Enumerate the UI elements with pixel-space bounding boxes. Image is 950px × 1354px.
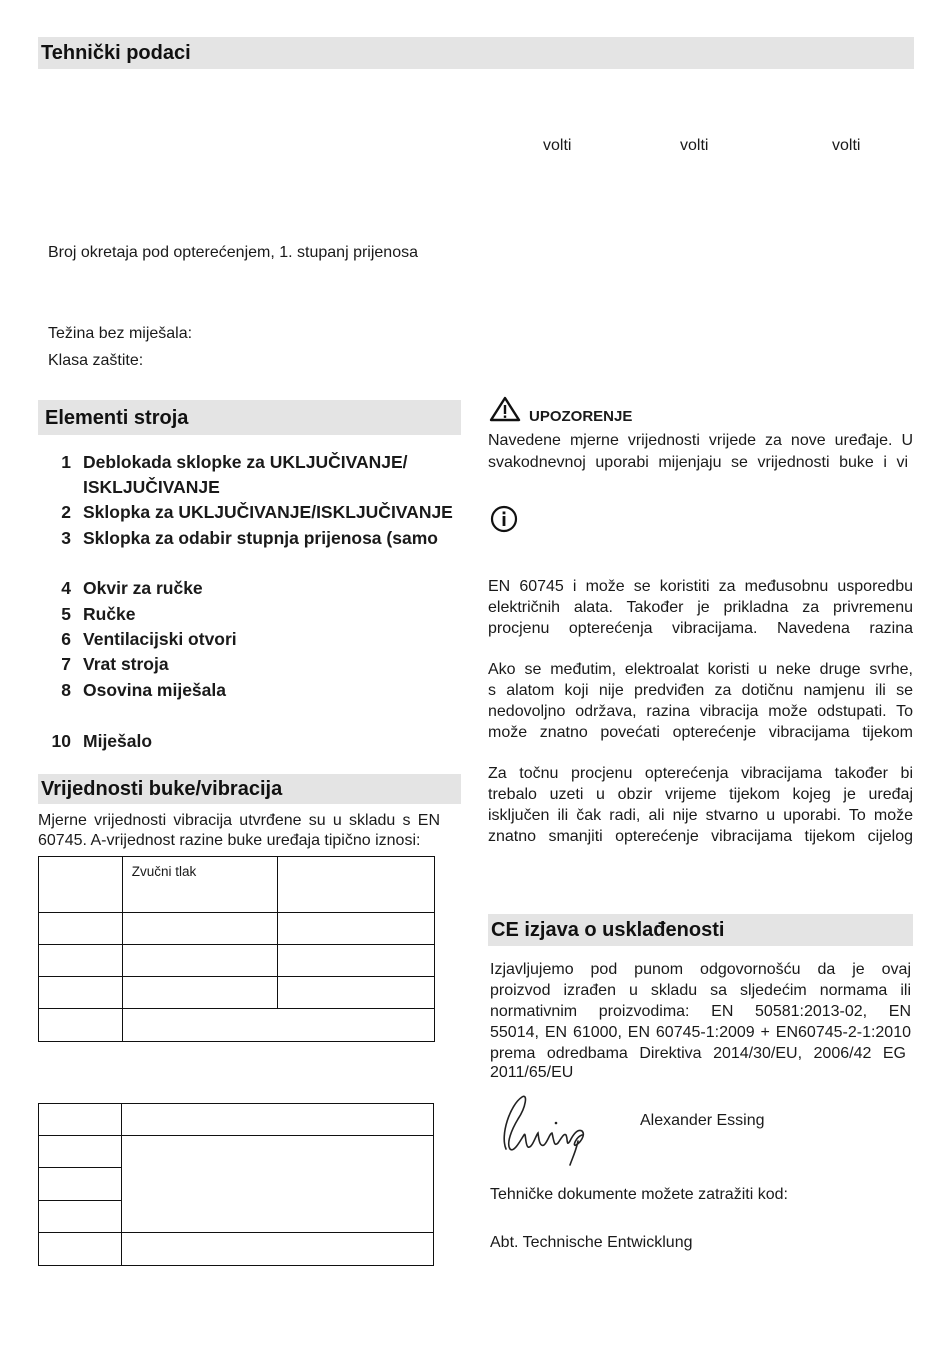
table-cell [39,913,123,945]
vibration-table [38,1103,434,1266]
department-name: Abt. Technische Entwicklung [490,1234,693,1251]
table-cell [278,913,435,945]
ce-line: 2011/65/EU [490,1064,574,1081]
signer-name: Alexander Essing [640,1112,765,1129]
technical-docs-label: Tehničke dokumente možete zatražiti kod: [490,1186,788,1203]
info-line: nedovoljno održava, razina vibracija može odstupati. To [488,703,913,720]
info-line: EN 60745 i može se koristiti za međusobnu usporedbu [488,578,913,595]
section-header-noise-vibration [38,774,461,804]
warning-title: UPOZORENJE [529,408,633,425]
ce-line: normativnim proizvodima: EN 50581:2013-02, EN [490,1003,911,1020]
info-line: procjenu opterećenja vibracijama. Navedena razina [488,620,913,637]
noise-intro-line: 60745. A-vrijednost razine buke uređaja tipično iznosi: [38,832,421,849]
noise-table [38,856,435,1042]
info-line: Za točnu procjenu opterećenja vibracijama također bi [488,765,913,782]
section-title: Elementi stroja [45,407,189,429]
info-line: trebalo uzeti u obzir vrijeme tijekom kojeg je uređaj [488,786,913,803]
warning-line: Navedene mjerne vrijednosti vrijede za nove uređaje. U [488,432,913,449]
volt-label: volti [832,137,861,154]
table-cell [39,945,123,977]
table-cell [39,1233,122,1266]
table-cell [39,1136,122,1168]
weight-label: Težina bez miješala: [48,325,193,342]
table-cell [121,1233,433,1266]
table-cell [122,1009,434,1042]
table-cell [39,857,123,913]
info-line: znatno smanjiti opterećenje vibracijama tijekom cijelog [488,828,913,845]
info-circle-icon [490,505,518,533]
signature-image [492,1085,592,1170]
info-line: električnih alata. Također je prikladna za privremenu [488,599,913,616]
info-line: može znatno povećati opterećenje vibracijama tijekom [488,724,913,741]
volt-label: volti [543,137,572,154]
table-cell [122,977,278,1009]
list-item: 10 Miješalo [51,731,153,751]
table-cell [39,1104,122,1136]
list-item: 4 Okvir za ručke [61,578,203,598]
table-cell [121,1104,433,1136]
table-cell [278,977,435,1009]
table-cell [122,913,278,945]
list-item: ISKLJUČIVANJE [83,477,220,497]
section-title: Vrijednosti buke/vibracija [41,778,283,800]
list-item: 5 Ručke [61,604,136,624]
ce-line: prema odredbama Direktiva 2014/30/EU, 2006/42 EG [490,1045,906,1062]
table-cell [39,1201,122,1233]
list-item: 1 Deblokada sklopke za UKLJUČIVANJE/ [61,452,408,472]
ce-line: proizvod izrađen u skladu sa sljedećim normama ili [490,982,911,999]
volt-label: volti [680,137,709,154]
table-cell [278,945,435,977]
warning-triangle-icon [489,396,521,422]
section-title: CE izjava o usklađenosti [491,919,725,941]
table-cell [278,857,435,913]
table-cell [121,1136,433,1233]
ce-line: 55014, EN 61000, EN 60745-1:2009 + EN60745-2-1:2010 [490,1024,911,1041]
table-cell [39,1168,122,1201]
table-cell [122,857,278,913]
section-header-ce-declaration [488,914,913,946]
table-cell [122,945,278,977]
list-item: 7 Vrat stroja [61,654,169,674]
protection-class-label: Klasa zaštite: [48,352,144,369]
section-title: Tehnički podaci [41,42,191,64]
noise-intro-line: Mjerne vrijednosti vibracija utvrđene su u skladu s EN [38,812,440,829]
warning-line: svakodnevnoj uporabi mijenjaju se vrijednosti buke i vi [488,454,908,471]
sound-pressure-label: Zvučni tlak [131,864,197,879]
list-item: 2 Sklopka za UKLJUČIVANJE/ISKLJUČIVANJE [61,502,453,522]
machine-elements-list [38,0,468,760]
table-cell [39,1009,123,1042]
info-line: s alatom koji nije predviđen za dotičnu namjenu ili se [488,682,913,699]
load-speed-label: Broj okretaja pod opterećenjem, 1. stupanj prijenosa [48,244,418,261]
info-line: isključen ili čak radi, ali nije stvarno u uporabi. To može [488,807,913,824]
table-cell [39,977,123,1009]
list-item: 6 Ventilacijski otvori [61,629,237,649]
ce-line: Izjavljujemo pod punom odgovornošću da je ovaj [490,961,911,978]
info-line: Ako se međutim, elektroalat koristi u neke druge svrhe, [488,661,913,678]
list-item: 3 Sklopka za odabir stupnja prijenosa (samo [61,528,438,548]
list-item: 8 Osovina miješala [61,680,226,700]
